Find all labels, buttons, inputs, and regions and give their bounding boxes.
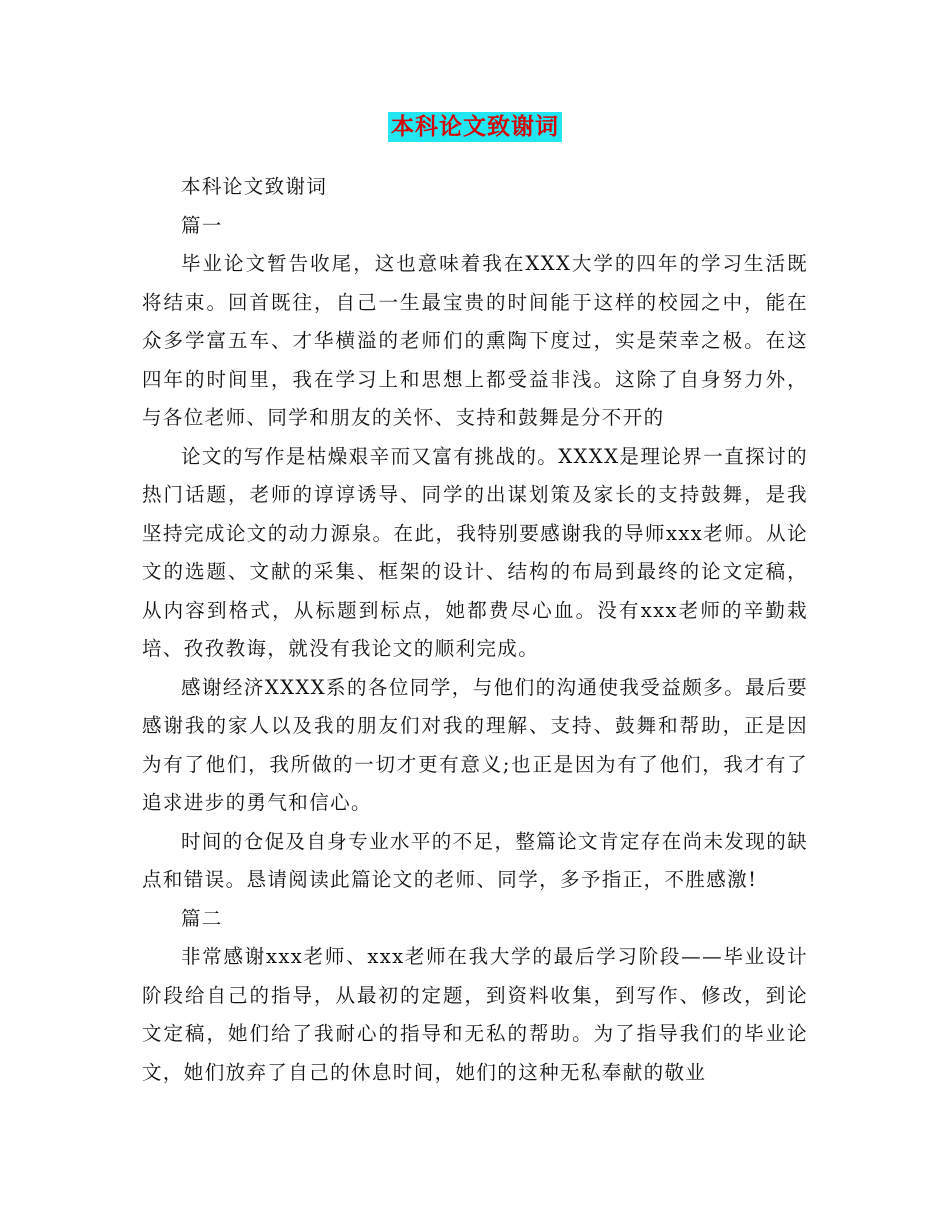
section-label-part-two: 篇二 <box>181 906 223 930</box>
paragraph: 论文的写作是枯燥艰辛而又富有挑战的。XXXX是理论界一直探讨的热门话题，老师的谆谆诱导、同学的出谋划策及家长的支持鼓舞，是我坚持完成论文的动力源泉。在此，我特别要感谢我的导师xxx老师。从论文的选题、文献的采集、框架的设计、结构的布局到最终的论文定稿，从内容到格式，从标题到标点，她都费尽心血。没有xxx老师的辛勤栽培、孜孜教诲，就没有我论文的顺利完成。 <box>142 444 808 660</box>
title-container <box>0 112 950 142</box>
document-body <box>142 168 808 1092</box>
paragraph: 感谢经济XXXX系的各位同学，与他们的沟通使我受益颇多。最后要感谢我的家人以及我的朋友们对我的理解、支持、鼓舞和帮助，正是因为有了他们，我所做的一切才更有意义;也正是因为有了他们，我才有了追求进步的勇气和信心。 <box>142 675 808 814</box>
paragraph: 毕业论文暂告收尾，这也意味着我在XXX大学的四年的学习生活既将结束。回首既往，自己一生最宝贵的时间能于这样的校园之中，能在众多学富五车、才华横溢的老师们的熏陶下度过，实是荣幸之极。在这四年的时间里，我在学习上和思想上都受益非浅。这除了自身努力外，与各位老师、同学和朋友的关怀、支持和鼓舞是分不开的 <box>142 252 808 429</box>
paragraph: 非常感谢xxx老师、xxx老师在我大学的最后学习阶段——毕业设计阶段给自己的指导，从最初的定题，到资料收集，到写作、修改，到论文定稿，她们给了我耐心的指导和无私的帮助。为了指导我们的毕业论文，她们放弃了自己的休息时间，她们的这种无私奉献的敬业 <box>142 945 808 1084</box>
section-label-part-one: 篇一 <box>181 213 223 237</box>
paragraph: 时间的仓促及自身专业水平的不足，整篇论文肯定存在尚未发现的缺点和错误。恳请阅读此篇论文的老师、同学，多予指正，不胜感激! <box>142 829 809 891</box>
body-heading: 本科论文致谢词 <box>181 175 328 198</box>
document-title: 本科论文致谢词 <box>388 112 562 142</box>
